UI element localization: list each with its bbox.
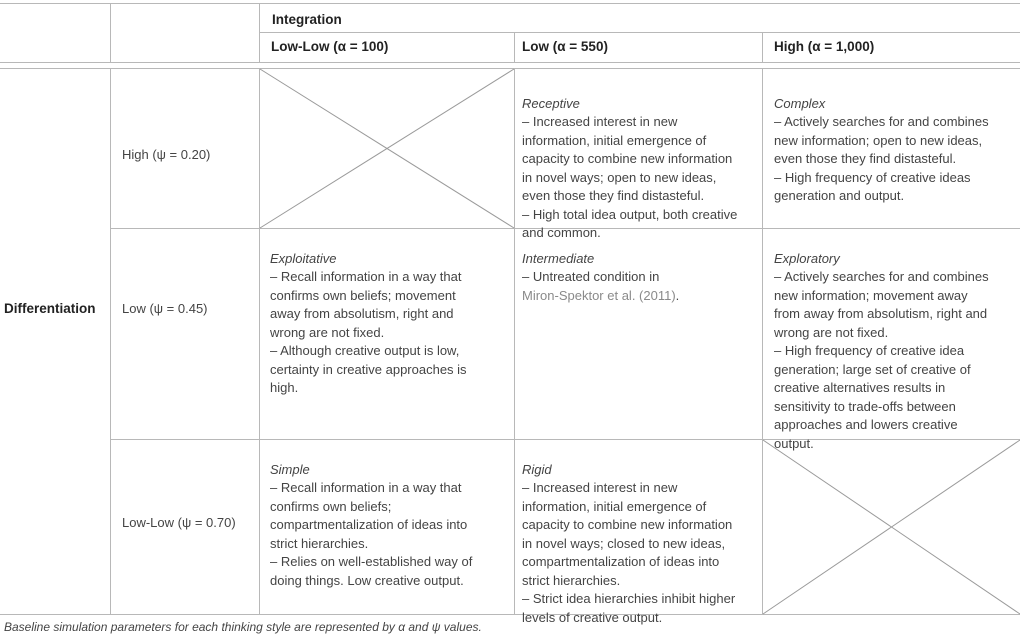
citation-period: . (675, 287, 680, 303)
column-header-low: Low (α = 550) (522, 39, 608, 54)
style-name-simple: Simple (270, 461, 310, 477)
col-divider-3 (762, 32, 763, 62)
row-label-low: Low (ψ = 0.45) (122, 301, 208, 316)
col-divider-label-body (110, 68, 111, 614)
style-description: – Recall information in a way that confirms own beliefs; movement away from absolutism, right and wrong are not fixed. – Although creative output is low, certainty in creative approaches is high. (270, 269, 467, 395)
style-name-complex: Complex (774, 95, 826, 111)
row-label-low-low: Low-Low (ψ = 0.70) (122, 515, 236, 530)
style-name-receptive: Receptive (522, 95, 580, 111)
cell-complex (774, 76, 1018, 206)
cell-exploitative (270, 231, 510, 398)
differentiation-label: Differentiation (4, 301, 96, 316)
style-description: – Untreated condition in (522, 269, 660, 284)
integration-header: Integration (272, 12, 342, 27)
table-top-border (0, 3, 1020, 4)
style-name-rigid: Rigid (522, 461, 552, 477)
style-description: – Increased interest in new information, initial emergence of capacity to combine new information in novel ways; closed to new ideas, compartmentalization of ideas into strict hierarchies. – Strict idea hierarchies inhibit higher levels of creative output. (522, 480, 736, 625)
cell-intermediate (522, 231, 758, 305)
style-name-exploratory: Exploratory (774, 250, 840, 266)
style-name-exploitative: Exploitative (270, 250, 337, 266)
col-divider-2 (514, 32, 515, 62)
row-label-high: High (ψ = 0.20) (122, 147, 211, 162)
cell-rigid (522, 442, 758, 627)
empty-cell-cross (763, 440, 1020, 614)
cell-receptive (522, 76, 758, 243)
style-description: – Actively searches for and combines new information; movement away from away from absolutism, right and wrong are not fixed. – High frequency of creative idea generation; large set of creative of creative alternatives results in sensitivity to trade-offs between approaches and lowers creative output. (774, 269, 989, 451)
citation-link[interactable]: Miron-Spektor et al. (2011) (522, 287, 676, 303)
style-description: – Actively searches for and combines new information; open to new ideas, even those they find distasteful. – High frequency of creative ideas generation and output. (774, 114, 989, 203)
cell-exploratory (774, 231, 1018, 453)
col-divider-1 (259, 3, 260, 62)
integration-underline (259, 32, 1020, 33)
cell-simple (270, 442, 510, 590)
column-header-high: High (α = 1,000) (774, 39, 875, 54)
style-description: – Increased interest in new information, initial emergence of capacity to combine new information in novel ways; open to new ideas, even those they find distasteful. – High total idea output, both creative and common. (522, 114, 738, 240)
col-divider-label (110, 3, 111, 62)
header-bottom-border (0, 62, 1020, 63)
empty-cell-cross (260, 69, 514, 228)
table-bottom-border (0, 614, 1020, 615)
col-divider-2-body (514, 68, 515, 614)
style-description: – Recall information in a way that confirms own beliefs; compartmentalization of ideas into strict hierarchies. – Relies on well-established way of doing things. Low creative output. (270, 480, 473, 588)
table-caption: Baseline simulation parameters for each thinking style are represented by α and ψ values. (4, 620, 482, 634)
column-header-low-low: Low-Low (α = 100) (271, 39, 389, 54)
style-name-intermediate: Intermediate (522, 250, 595, 266)
